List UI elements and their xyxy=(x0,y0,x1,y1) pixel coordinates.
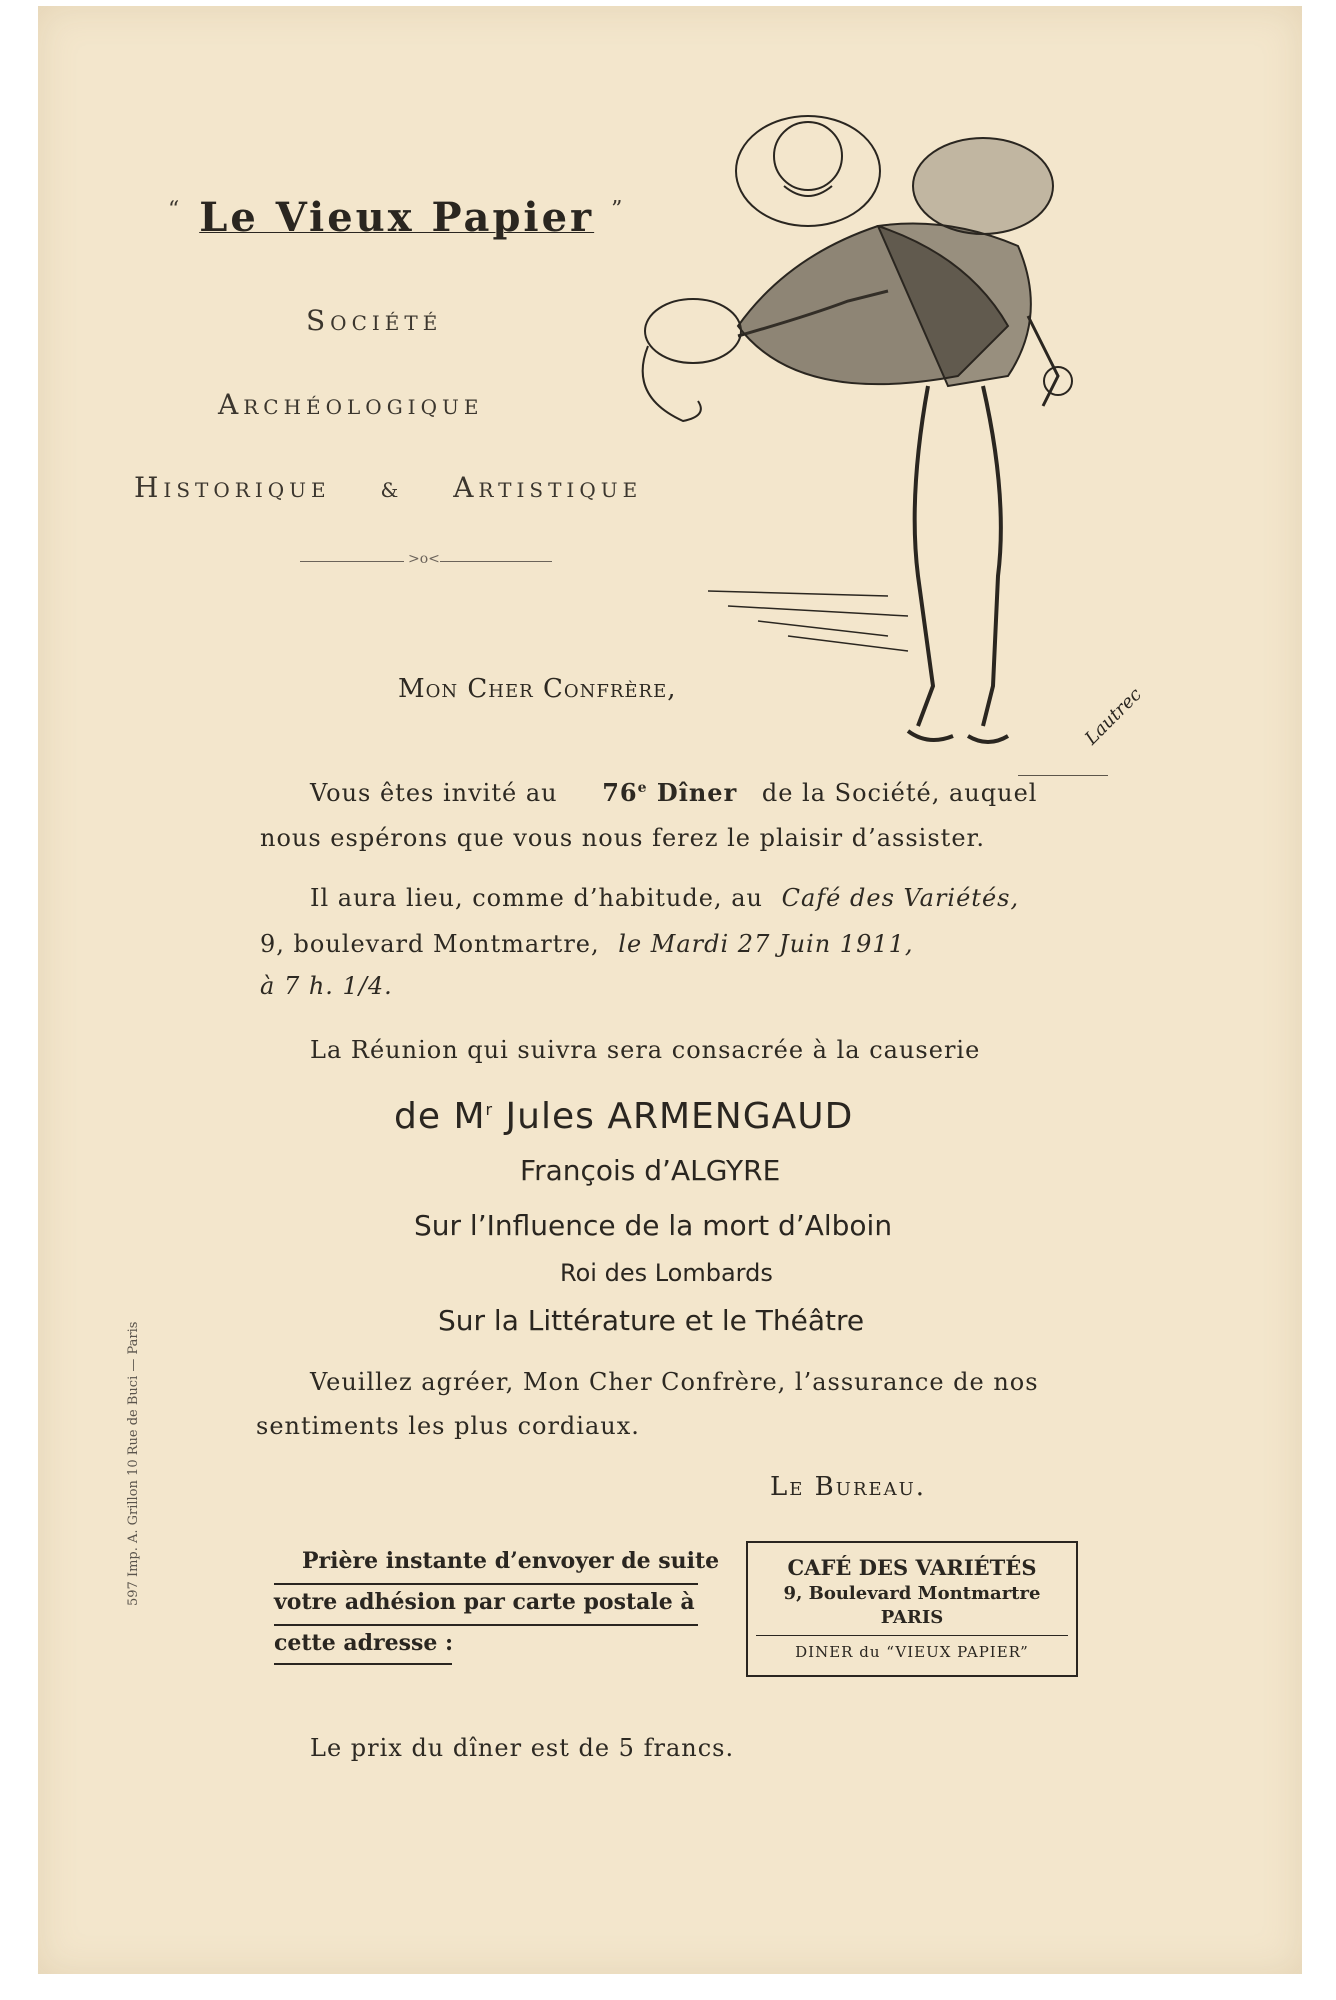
speaker-prefix: de M xyxy=(394,1096,486,1137)
dinner-number xyxy=(602,778,737,807)
dinner-price: Le prix du dîner est de 5 francs. xyxy=(310,1734,735,1762)
separator-right-rule xyxy=(440,561,552,562)
hat-shape xyxy=(645,299,741,363)
document-title xyxy=(168,194,625,241)
feather-shape xyxy=(643,346,701,421)
separator-left-rule xyxy=(300,561,404,562)
subtitle-societe: Société xyxy=(306,304,443,337)
p1-text-a: Vous êtes invité au xyxy=(310,779,558,807)
subtitle-archeologique: Archéologique xyxy=(218,388,484,421)
ampersand: & xyxy=(380,478,404,502)
p1-text-d: de la Société, auquel xyxy=(761,779,1038,807)
head-shape xyxy=(774,122,842,190)
rsvp-line-3: cette adresse : xyxy=(274,1630,454,1656)
lecture-title-1: Sur l’Influence de la mort d’Alboin xyxy=(414,1209,893,1242)
cafe-box-inner-rule xyxy=(756,1635,1068,1636)
cafe-box-dinner-label: DINER du “VIEUX PAPIER” xyxy=(795,1643,1029,1661)
document-sheet xyxy=(38,6,1302,1974)
separator-mark: >o< xyxy=(408,551,440,567)
rsvp-underline-3 xyxy=(274,1663,452,1665)
subtitle-historique xyxy=(134,471,642,504)
lecture-subtitle: Roi des Lombards xyxy=(560,1259,773,1287)
speaker-pseudonym: François d’ALGYRE xyxy=(520,1154,781,1187)
rsvp-line-2: votre adhésion par carte postale à xyxy=(274,1589,695,1615)
speaker-full-name: Jules ARMENGAUD xyxy=(505,1096,854,1137)
paragraph-2-line-2 xyxy=(260,930,914,958)
p2-address: 9, boulevard Montmartre, xyxy=(260,930,600,958)
rsvp-line-1: Prière instante d’envoyer de suite xyxy=(302,1548,720,1574)
speaker-name xyxy=(394,1096,853,1137)
historique-word: Historique xyxy=(134,471,331,504)
paragraph-1-line-1 xyxy=(310,778,1037,807)
event-date: le Mardi 27 Juin 1911, xyxy=(618,930,914,958)
cafe-name-italic: Café des Variétés, xyxy=(781,884,1020,912)
salutation: Mon Cher Confrère, xyxy=(398,674,677,704)
artistique-word: Artistique xyxy=(453,471,643,504)
paragraph-1-line-2: nous espérons que vous nous ferez le plaisir d’assister. xyxy=(260,824,985,852)
cafe-box-city: PARIS xyxy=(880,1607,944,1628)
close-quote: ” xyxy=(611,197,626,223)
event-time: à 7 h. 1/4. xyxy=(260,972,393,1000)
rsvp-underline-1 xyxy=(274,1583,698,1585)
open-quote: “ xyxy=(168,197,183,223)
ruff-collar xyxy=(736,116,880,226)
signature-bureau: Le Bureau. xyxy=(770,1472,927,1502)
closing-line-2: sentiments les plus cordiaux. xyxy=(256,1412,640,1440)
closing-line-1: Veuillez agréer, Mon Cher Confrère, l’assurance de nos xyxy=(310,1368,1039,1396)
artist-signature: Lautrec xyxy=(1080,684,1146,749)
speaker-prefix-sup: r xyxy=(485,1100,494,1119)
printer-imprint: 597 Imp. A. Grillon 10 Rue de Buci — Paris xyxy=(126,1321,141,1606)
dinner-number-value: 76 xyxy=(602,778,638,807)
dinner-number-sup: e xyxy=(637,780,648,796)
rsvp-underline-2 xyxy=(274,1624,698,1626)
dinner-word: Dîner xyxy=(656,778,738,807)
lecture-title-2: Sur la Littérature et le Théâtre xyxy=(438,1304,865,1337)
paragraph-2-line-1 xyxy=(310,884,1019,912)
cavalier-illustration xyxy=(588,76,1148,776)
cafe-box-name: CAFÉ DES VARIÉTÉS xyxy=(787,1555,1037,1580)
paragraph-3: La Réunion qui suivra sera consacrée à la causerie xyxy=(310,1036,981,1064)
p2-text-a: Il aura lieu, comme d’habitude, au xyxy=(310,884,763,912)
cafe-box-street: 9, Boulevard Montmartre xyxy=(783,1583,1041,1604)
title-text: Le Vieux Papier xyxy=(199,194,595,241)
cafe-address-box xyxy=(746,1541,1078,1677)
